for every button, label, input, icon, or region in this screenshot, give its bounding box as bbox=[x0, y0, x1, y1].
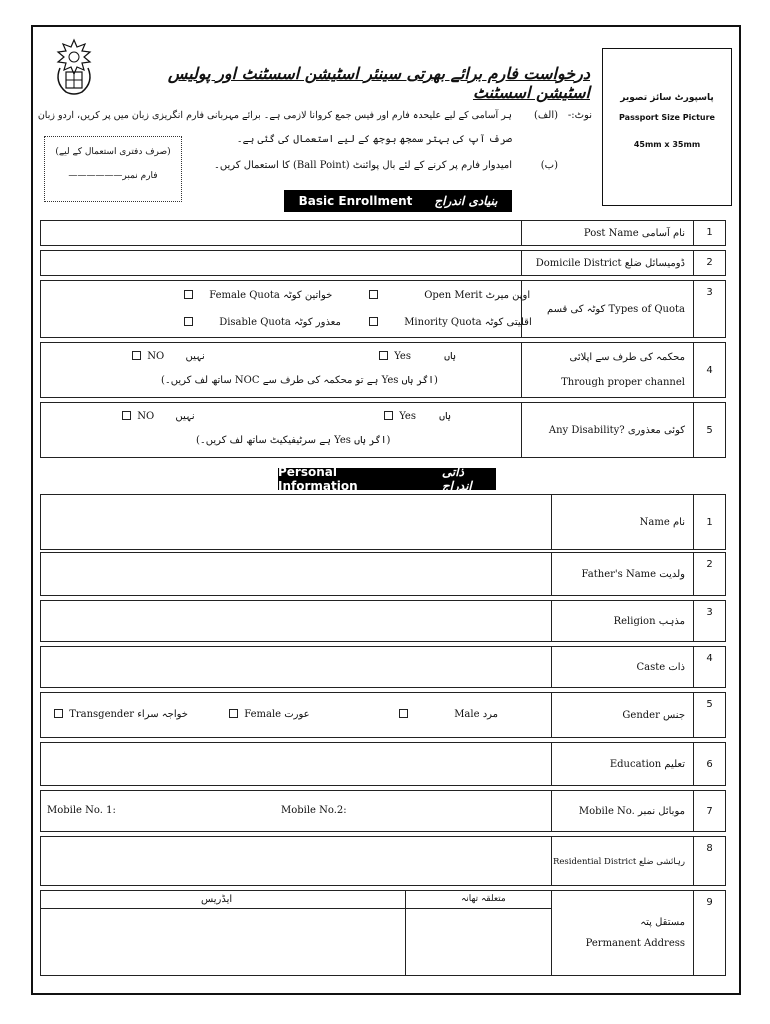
open-merit-ur: اوپن میرٹ bbox=[485, 290, 531, 301]
female-quota-ur: خواتین کوٹہ bbox=[283, 290, 333, 301]
proper-channel-label-en: Through proper channel bbox=[561, 377, 685, 388]
channel-no-ur: نہیں bbox=[185, 351, 205, 362]
police-emblem-icon bbox=[44, 38, 104, 98]
form-title: درخواست فارم برائے بھرتی سینئر اسٹیشن اسسٹنٹ اور پولیس اسٹیشن اسسٹنٹ bbox=[167, 64, 590, 102]
mobile-1-label: Mobile No. 1: bbox=[47, 805, 116, 816]
note-b-text: امیدوار فارم پر کرنے کے لئے بال پوائنٹ (Ball Point) کا استعمال کریں۔ bbox=[214, 160, 512, 171]
proper-channel-label bbox=[521, 343, 693, 397]
permanent-address-label-en: Permanent Address bbox=[585, 938, 685, 949]
domicile-label: Domicile District ڈومیسائل ضلع bbox=[521, 251, 693, 275]
row-number: 7 bbox=[693, 791, 725, 831]
row-quota bbox=[40, 280, 726, 338]
disability-yes-checkbox[interactable] bbox=[384, 411, 393, 420]
caste-input[interactable] bbox=[41, 647, 551, 687]
disability-no-checkbox[interactable] bbox=[122, 411, 131, 420]
row-religion bbox=[40, 600, 726, 642]
permanent-address-label bbox=[551, 891, 693, 975]
gender-options bbox=[41, 693, 551, 737]
channel-yes-en: Yes bbox=[394, 351, 411, 362]
proper-channel-options bbox=[41, 343, 521, 397]
row-proper-channel bbox=[40, 342, 726, 398]
passport-label-english: Passport Size Picture bbox=[619, 113, 715, 122]
passport-label-urdu: پاسپورٹ سائز تصویر bbox=[620, 93, 714, 103]
row-number: 1 bbox=[693, 221, 725, 245]
row-disability bbox=[40, 402, 726, 458]
row-post-name bbox=[40, 220, 726, 246]
mobile-fields bbox=[41, 791, 551, 831]
office-use-label: (صرف دفتری استعمال کے لیے) bbox=[55, 147, 171, 157]
row-number: 3 bbox=[693, 601, 725, 641]
row-residential-district bbox=[40, 836, 726, 886]
row-number: 2 bbox=[693, 553, 725, 595]
personal-information-banner bbox=[278, 465, 496, 493]
banner-basic-ur: بنیادی اندراج bbox=[434, 194, 498, 208]
row-permanent-address bbox=[40, 890, 726, 976]
open-merit-checkbox[interactable] bbox=[369, 290, 378, 299]
row-number: 4 bbox=[693, 343, 725, 397]
mobile-1-input[interactable] bbox=[119, 801, 269, 821]
row-mobile bbox=[40, 790, 726, 832]
minority-quota-checkbox[interactable] bbox=[369, 317, 378, 326]
row-gender bbox=[40, 692, 726, 738]
row-number: 5 bbox=[693, 403, 725, 457]
mobile-2-label: Mobile No.2: bbox=[281, 805, 347, 816]
disability-hint: (اگر ہاں Yes ہے سرٹیفیکیٹ ساتھ لف کریں۔) bbox=[196, 435, 391, 446]
permanent-address-grid bbox=[41, 891, 551, 975]
disable-quota-ur: معذور کوٹہ bbox=[294, 317, 341, 328]
disable-quota-checkbox[interactable] bbox=[184, 317, 193, 326]
female-checkbox[interactable] bbox=[229, 709, 238, 718]
channel-no-en: NO bbox=[147, 351, 165, 362]
female-label: Female عورت bbox=[244, 709, 310, 720]
note-label: نوٹ:- bbox=[567, 110, 592, 121]
banner-personal-ur: ذاتی اندراج bbox=[441, 465, 472, 493]
female-quota-checkbox[interactable] bbox=[184, 290, 193, 299]
row-number: 4 bbox=[693, 647, 725, 687]
quota-type-label: کوٹہ کی قسم Types of Quota bbox=[521, 281, 693, 337]
education-label: Education تعلیم bbox=[551, 743, 693, 785]
row-father-name bbox=[40, 552, 726, 596]
row-number: 6 bbox=[693, 743, 725, 785]
row-number: 1 bbox=[693, 495, 725, 549]
banner-personal-en: Personal Information bbox=[278, 465, 358, 493]
disability-yes-ur: ہاں bbox=[439, 411, 451, 422]
address-input[interactable] bbox=[41, 910, 405, 975]
gender-label: Gender جنس bbox=[551, 693, 693, 737]
residential-district-input[interactable] bbox=[41, 837, 551, 885]
caste-label: Caste ذات bbox=[551, 647, 693, 687]
form-number-field[interactable]: فارم نمبر—————— bbox=[68, 171, 158, 181]
transgender-label: Transgender خواجہ سراء bbox=[69, 709, 188, 720]
minority-quota-ur: اقلیتی کوٹہ bbox=[484, 317, 532, 328]
male-label: Male مرد bbox=[454, 709, 499, 720]
father-name-input[interactable] bbox=[41, 553, 551, 595]
row-number: 5 bbox=[693, 693, 725, 737]
passport-photo-box bbox=[602, 48, 732, 206]
address-column-header: ایڈریس bbox=[201, 894, 233, 905]
office-use-box bbox=[44, 136, 182, 202]
row-caste bbox=[40, 646, 726, 688]
mobile-2-input[interactable] bbox=[359, 801, 509, 821]
disable-quota-en: Disable Quota bbox=[219, 317, 291, 328]
permanent-address-label-ur: مستقل پتہ bbox=[640, 917, 685, 928]
row-number: 9 bbox=[693, 891, 725, 975]
note-a-line2: صرف آپ کی بہتر سمجھ بوجھ کے لیے استعمال کی گئی ہے۔ bbox=[236, 134, 512, 145]
female-quota-en: Female Quota bbox=[209, 290, 280, 301]
channel-yes-checkbox[interactable] bbox=[379, 351, 388, 360]
quota-options bbox=[41, 281, 532, 337]
row-education bbox=[40, 742, 726, 786]
channel-no-checkbox[interactable] bbox=[132, 351, 141, 360]
note-b-marker: (ب) bbox=[540, 160, 558, 171]
post-name-label: Post Name نام آسامی bbox=[521, 221, 693, 245]
tehsil-input[interactable] bbox=[406, 910, 551, 975]
row-domicile bbox=[40, 250, 726, 276]
channel-hint: (اگر ہاں Yes ہے تو محکمہ کی طرف سے NOC ساتھ لف کریں۔) bbox=[161, 375, 438, 386]
domicile-input[interactable] bbox=[41, 251, 521, 275]
open-merit-en: Open Merit bbox=[424, 290, 483, 301]
religion-label: Religion مذہب bbox=[551, 601, 693, 641]
tehsil-column-header: متعلقہ تھانہ bbox=[461, 894, 506, 904]
disability-label: Any Disability? کوئی معذوری bbox=[521, 403, 693, 457]
disability-options bbox=[41, 403, 521, 457]
residential-district-label: Residential District رہائشی ضلع bbox=[551, 837, 693, 885]
transgender-checkbox[interactable] bbox=[54, 709, 63, 718]
name-input[interactable] bbox=[41, 495, 551, 549]
row-number: 3 bbox=[693, 281, 725, 337]
row-number: 2 bbox=[693, 251, 725, 275]
post-name-input[interactable] bbox=[41, 221, 521, 245]
channel-yes-ur: ہاں bbox=[444, 351, 456, 362]
name-label: Name نام bbox=[551, 495, 693, 549]
education-input[interactable] bbox=[41, 743, 551, 785]
male-checkbox[interactable] bbox=[399, 709, 408, 718]
disability-no-ur: نہیں bbox=[175, 411, 195, 422]
passport-size: 45mm x 35mm bbox=[633, 140, 701, 149]
note-a-line1: ہر آسامی کے لیے علیحدہ فارم اور فیس جمع کروانا لازمی ہے۔ برائے مہربانی فارم انگریزی زبان میں پر کریں، اردو زبان bbox=[37, 110, 512, 121]
minority-quota-en: Minority Quota bbox=[404, 317, 482, 328]
disability-no-en: NO bbox=[137, 411, 155, 422]
row-name bbox=[40, 494, 726, 550]
basic-enrollment-banner bbox=[284, 190, 512, 212]
note-a-marker: (الف) bbox=[534, 110, 558, 121]
row-number: 8 bbox=[693, 837, 725, 885]
father-name-label: Father's Name ولدیت bbox=[551, 553, 693, 595]
religion-input[interactable] bbox=[41, 601, 551, 641]
banner-basic-en: Basic Enrollment bbox=[298, 194, 413, 208]
proper-channel-label-ur: محکمہ کی طرف سے اپلائی bbox=[569, 352, 685, 363]
disability-yes-en: Yes bbox=[399, 411, 416, 422]
mobile-label: Mobile No. موبائل نمبر bbox=[551, 791, 693, 831]
